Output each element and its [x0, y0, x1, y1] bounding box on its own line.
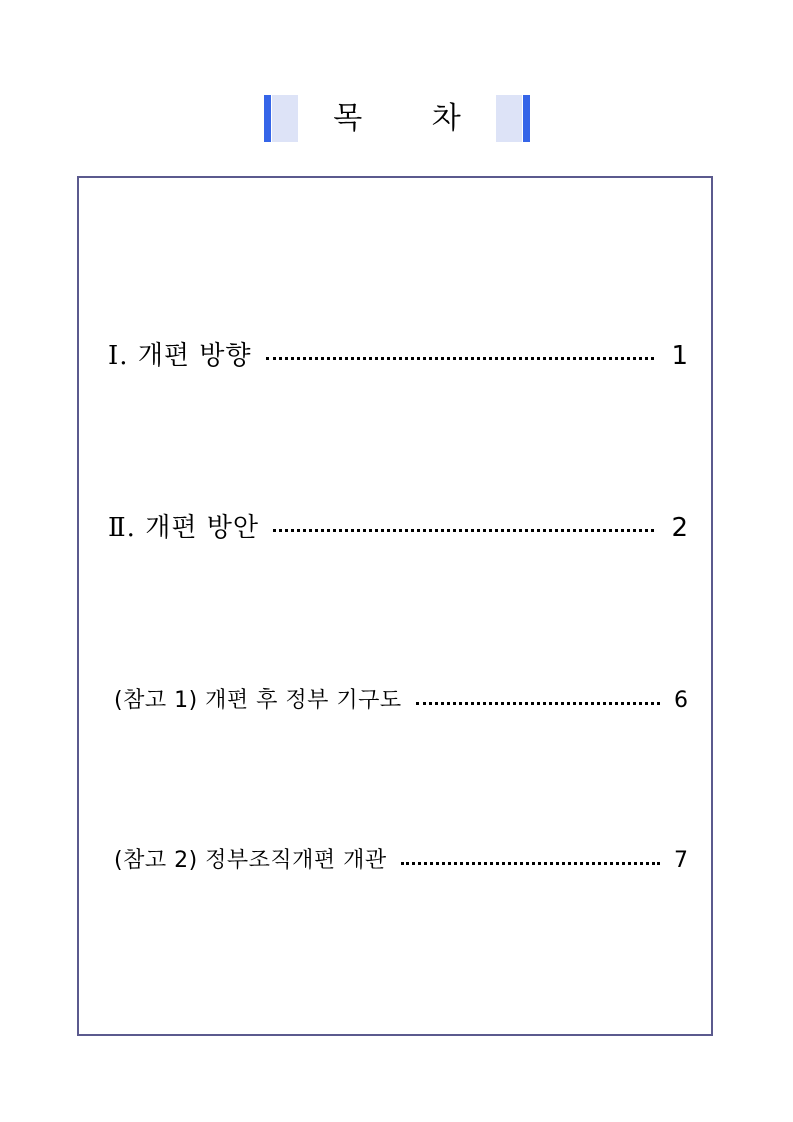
toc-entry-number: Ⅱ.: [108, 513, 136, 543]
toc-page-number: 2: [671, 513, 688, 543]
toc-entry-plan[interactable]: [108, 508, 688, 548]
toc-entry-number: (참고 2): [114, 848, 198, 873]
toc-entry-reference-2[interactable]: [114, 843, 688, 879]
toc-entry-label: [114, 683, 402, 719]
toc-page-number: 7: [674, 848, 688, 873]
toc-box: [77, 176, 713, 1036]
toc-dot-leader: [416, 702, 660, 705]
toc-entry-label: [108, 508, 259, 548]
toc-entry-reference-1[interactable]: [114, 683, 688, 719]
toc-entry-label: [114, 843, 387, 879]
toc-entry-number: Ⅰ.: [108, 341, 129, 371]
toc-page-number: 6: [674, 688, 688, 713]
title-band-right: [496, 95, 522, 142]
toc-entry-title: 개편 후 정부 기구도: [205, 688, 402, 713]
toc-entry-number: (참고 1): [114, 688, 198, 713]
title-decoration-left: [264, 95, 298, 142]
title-band-left: [272, 95, 298, 142]
toc-entry-direction[interactable]: [108, 336, 688, 376]
toc-dot-leader: [401, 862, 660, 865]
title-bar-left: [264, 95, 271, 142]
toc-entry-label: [108, 336, 252, 376]
toc-entry-title: 개편 방안: [145, 513, 259, 543]
toc-entry-title: 개편 방향: [137, 341, 252, 371]
title-decoration-right: [496, 95, 530, 142]
page-title: 목 차: [333, 101, 491, 136]
toc-dot-leader: [273, 529, 654, 532]
toc-title-banner: [264, 95, 530, 142]
toc-dot-leader: [266, 357, 654, 360]
title-bar-right: [523, 95, 530, 142]
toc-entry-title: 정부조직개편 개관: [205, 848, 387, 873]
toc-page-number: 1: [671, 341, 688, 371]
